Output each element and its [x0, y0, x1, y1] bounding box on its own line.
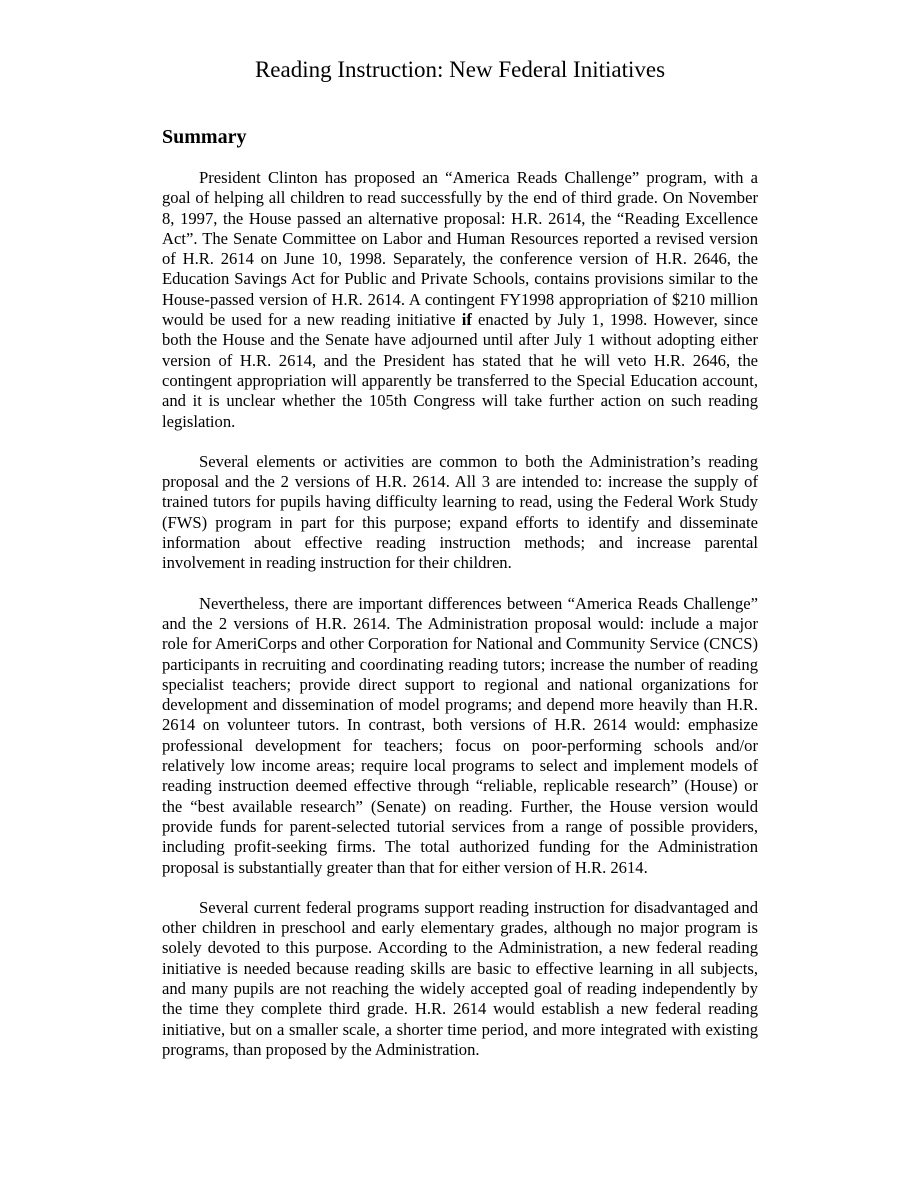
summary-paragraph-2: Several elements or activities are common to both the Administration’s reading proposal and the 2 versions of H.R. 2614. All 3 are intended to: increase the supply of trained tutors for pupils having difficulty learning to read, using the Federal Work Study (FWS) program in part for this purpose; expand efforts to identify and disseminate information about effective reading instruction methods; and increase parental involvement in reading instruction for their children.: [162, 451, 758, 573]
summary-paragraph-3: Nevertheless, there are important differences between “America Reads Challenge” and the 2 versions of H.R. 2614. The Administration proposal would: include a major role for AmeriCorps and other Corporation for National and Community Service (CNCS) participants in recruiting and coordinating reading tutors; increase the number of reading specialist teachers; provide direct support to regional and national organizations for development and dissemination of model programs; and depend more heavily than H.R. 2614 on volunteer tutors. In contrast, both versions of H.R. 2614 would: emphasize professional development for teachers; focus on poor-performing schools and/or relatively low income areas; require local programs to select and implement models of reading instruction deemed effective through “reliable, replicable research” (House) or the “best available research” (Senate) on reading. Further, the House version would provide funds for parent-selected tutorial services from a range of possible providers, including profit-seeking firms. The total authorized funding for the Administration proposal is substantially greater than that for either version of H.R. 2614.: [162, 593, 758, 877]
summary-body: [162, 168, 758, 1080]
section-heading-summary: Summary: [162, 126, 247, 148]
paragraph-1-emphasis: if: [461, 310, 472, 330]
document-title: Reading Instruction: New Federal Initiatives: [254, 57, 666, 82]
paragraph-1-text-after: enacted by July 1, 1998. However, since both the House and the Senate have adjourned until after July 1 without adopting either version of H.R. 2614, and the President has stated that he will veto H.R. 2646, the contingent appropriation will apparently be transferred to the Special Education account, and it is unclear whether the 105th Congress will take further action on such reading legislation.: [162, 310, 758, 431]
summary-paragraph-1: [162, 168, 758, 432]
paragraph-1-text: President Clinton has proposed an “America Reads Challenge” program, with a goal of helping all children to read successfully by the end of third grade. On November 8, 1997, the House passed an alternative proposal: H.R. 2614, the “Reading Excellence Act”. The Senate Committee on Labor and Human Resources reported a revised version of H.R. 2614 on June 10, 1998. Separately, the conference version of H.R. 2646, the Education Savings Act for Public and Private Schools, contains provisions similar to the House-passed version of H.R. 2614. A contingent FY1998 appropriation of $210 million would be used for a new reading initiative: [162, 168, 758, 330]
summary-paragraph-4: Several current federal programs support reading instruction for disadvantaged and other children in preschool and early elementary grades, although no major program is solely devoted to this purpose. According to the Administration, a new federal reading initiative is needed because reading skills are basic to effective learning in all subjects, and many pupils are not reaching the widely accepted goal of reading independently by the time they complete third grade. H.R. 2614 would establish a new federal reading initiative, but on a smaller scale, a shorter time period, and more integrated with existing programs, than proposed by the Administration.: [162, 897, 758, 1059]
